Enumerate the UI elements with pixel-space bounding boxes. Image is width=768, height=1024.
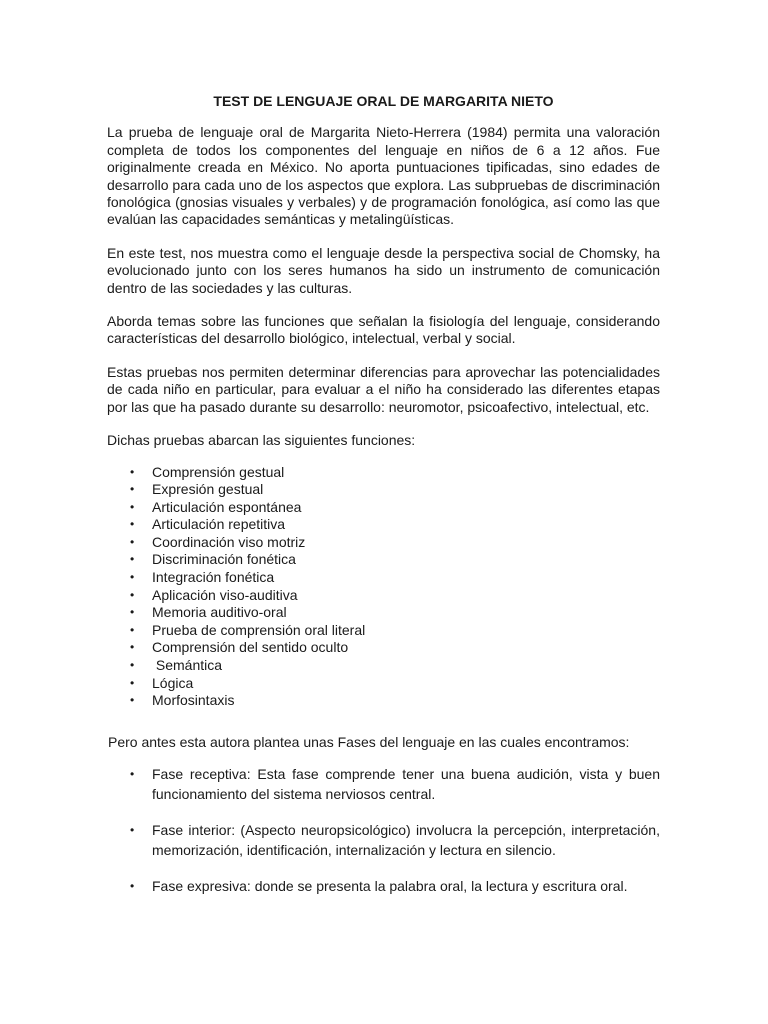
bullet-icon: •: [130, 587, 135, 602]
functions-list: [107, 464, 660, 710]
bullet-icon: •: [130, 879, 135, 894]
phase-text: Fase interior: (Aspecto neuropsicológico) involucra la percepción, interpretación, memorización, identificación, internalización y lectura en silencio.: [152, 822, 660, 858]
list-item: [107, 464, 660, 482]
bullet-icon: •: [130, 517, 135, 532]
list-item: [107, 675, 660, 693]
list-item-text: Prueba de comprensión oral literal: [152, 621, 366, 638]
bullet-icon: •: [130, 482, 135, 497]
bullet-icon: •: [130, 552, 135, 567]
list-item-text: Expresión gestual: [152, 481, 264, 498]
list-item: [107, 551, 660, 569]
list-item-text: Comprensión del sentido oculto: [152, 639, 349, 656]
list-item-phase-interior: [107, 821, 660, 860]
list-item: [107, 639, 660, 657]
list-item-text: Articulación repetitiva: [152, 516, 286, 533]
bullet-icon: •: [130, 693, 135, 708]
list-item-text: Integración fonética: [152, 569, 275, 586]
list-item: [107, 587, 660, 605]
bullet-icon: •: [130, 570, 135, 585]
list-item-text: Coordinación viso motriz: [152, 533, 306, 550]
list-item-phase-expressive: [107, 877, 660, 897]
list-item: [107, 534, 660, 552]
bullet-icon: •: [130, 675, 135, 690]
paragraph-intro: La prueba de lenguaje oral de Margarita Nieto-Herrera (1984) permita una valoración completa de todos los componentes del lenguaje en niños de 6 a 12 años. Fue originalmente creada en México. No aporta puntuaciones tipificadas, sino edades de desarrollo para cada uno de los aspectos que explora. Las subpruebas de discriminación fonológica (gnosias visuales y verbales) y de programación fonológica, así como las que evalúan las capacidades semánticas y metalingüísticas.: [107, 124, 660, 228]
list-item-text: Aplicación viso-auditiva: [152, 586, 298, 603]
list-item: [107, 657, 660, 675]
list-item-text: Morfosintaxis: [152, 692, 235, 709]
list-item-text: Memoria auditivo-oral: [152, 604, 287, 621]
list-item-text: Lógica: [152, 674, 194, 691]
list-item-text: Articulación espontánea: [152, 498, 302, 515]
phase-text: Fase expresiva: donde se presenta la palabra oral, la lectura y escritura oral.: [152, 878, 628, 895]
phase-text: Fase receptiva: Esta fase comprende tener una buena audición, vista y buen funcionamiento del sistema nerviosos central.: [152, 766, 660, 802]
bullet-icon: •: [130, 658, 135, 673]
bullet-icon: •: [130, 622, 135, 637]
bullet-icon: •: [130, 464, 135, 479]
paragraph-functions-physiology: Aborda temas sobre las funciones que señalan la fisiología del lenguaje, considerando características del desarrollo biológico, intelectual, verbal y social.: [107, 313, 660, 347]
bullet-icon: •: [130, 823, 135, 838]
paragraph-chomsky: En este test, nos muestra como el lenguaje desde la perspectiva social de Chomsky, ha evolucionado junto con los seres humanos ha sido un instrumento de comunicación dentro de las sociedades y las culturas.: [107, 244, 660, 296]
bullet-icon: •: [130, 640, 135, 655]
paragraph-functions-intro: Dichas pruebas abarcan las siguientes funciones:: [107, 432, 416, 449]
list-item: [107, 692, 660, 710]
list-item: [107, 499, 660, 517]
bullet-icon: •: [130, 767, 135, 782]
bullet-icon: •: [130, 534, 135, 549]
paragraph-phases-intro: Pero antes esta autora plantea unas Fases del lenguaje en las cuales encontramos:: [108, 733, 630, 750]
list-item-text: Discriminación fonética: [152, 551, 296, 568]
bullet-icon: •: [130, 499, 135, 514]
list-item: [107, 516, 660, 534]
list-item: [107, 604, 660, 622]
list-item: [107, 481, 660, 499]
document-title: TEST DE LENGUAJE ORAL DE MARGARITA NIETO: [213, 93, 554, 109]
list-item-text: Comprensión gestual: [152, 463, 285, 480]
phases-list: [107, 765, 660, 897]
list-item: [107, 569, 660, 587]
bullet-icon: •: [130, 605, 135, 620]
list-item: [107, 622, 660, 640]
list-item-phase-receptive: [107, 765, 660, 804]
paragraph-potentialities: Estas pruebas nos permiten determinar diferencias para aprovechar las potencialidades de cada niño en particular, para evaluar a el niño ha considerado las diferentes etapas por las que ha pasado durante su desarrollo: neuromotor, psicoafectivo, intelectual, etc.: [107, 363, 660, 415]
list-item-text: Semántica: [152, 657, 223, 674]
